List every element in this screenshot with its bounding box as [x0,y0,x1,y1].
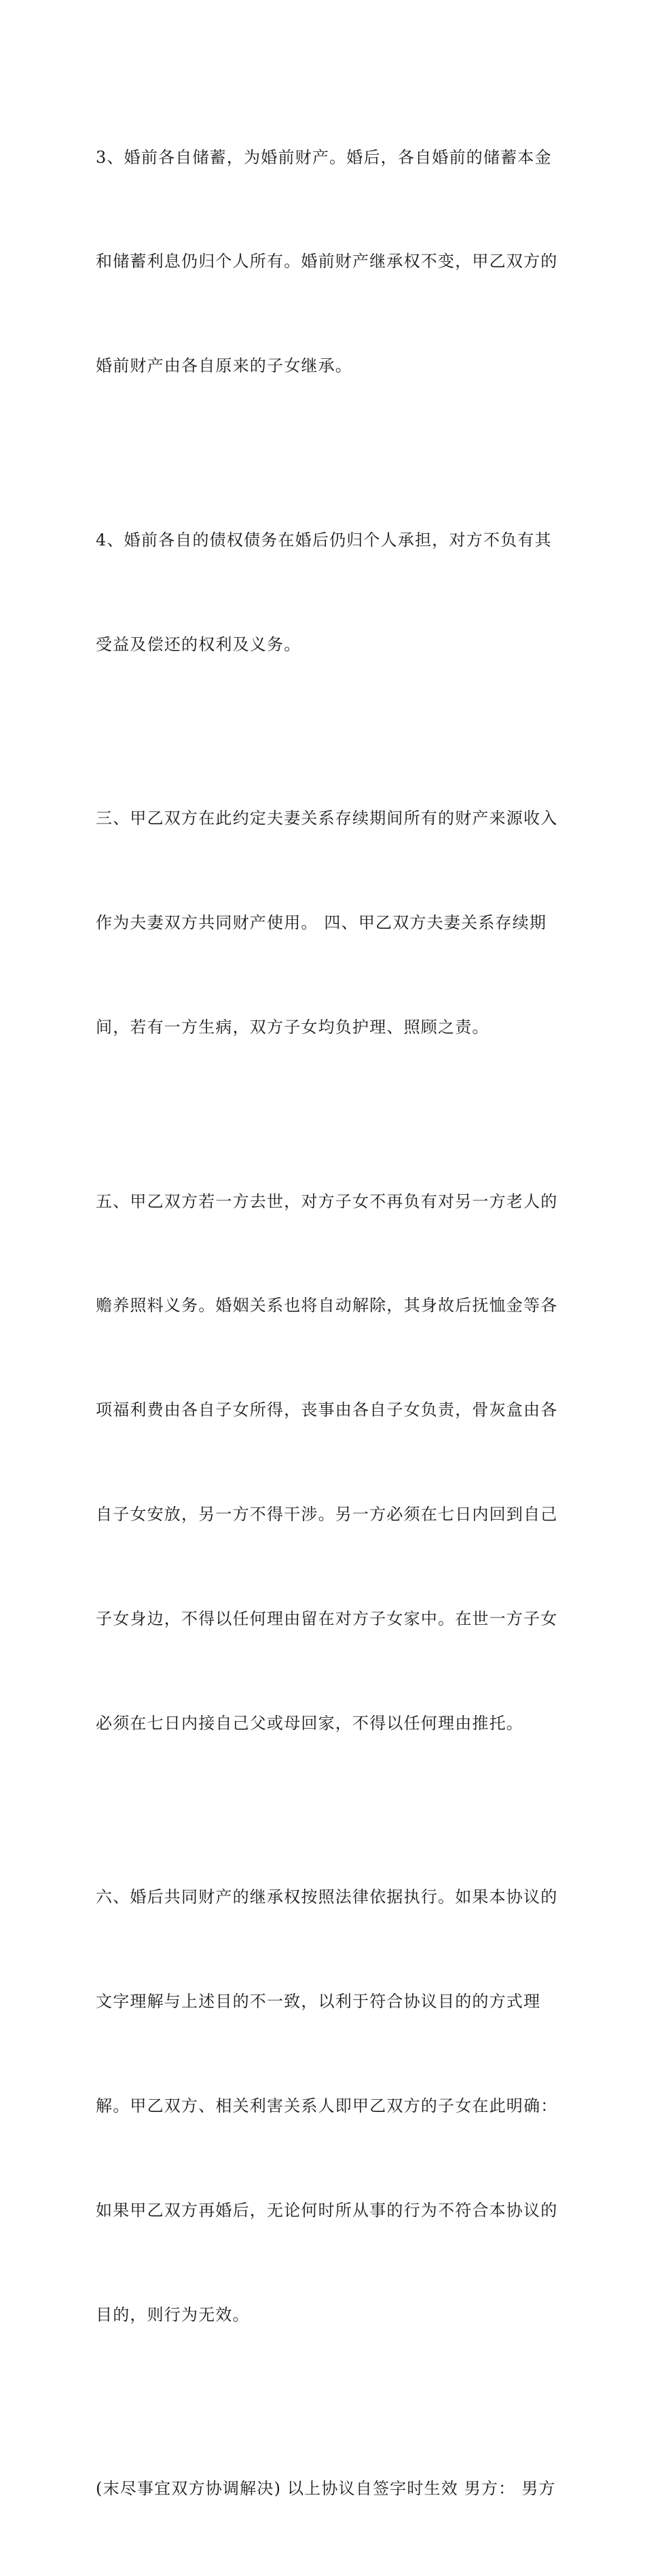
paragraph-section-6 [96,1811,557,2402]
text-line: 和储蓄利息仍归个人所有。婚前财产继承权不变，甲乙双方的 [96,252,558,271]
text-line: 三、甲乙双方在此约定夫妻关系存续期间所有的财产来源收入 [96,809,558,828]
text-line: 作为夫妻双方共同财产使用。 四、甲乙双方夫妻关系存续期 [96,913,547,933]
text-line: 五、甲乙双方若一方去世，对方子女不再负有对另一方老人的 [96,1191,558,1211]
text-line: 目的，则行为无效。 [96,2305,250,2324]
text-line: 必须在七日内接自己父或母回家，不得以任何理由推托。 [96,1713,523,1733]
text-line: 受益及偿还的权利及义务。 [96,634,301,654]
text-line: (末尽事宜双方协调解决) 以上协议自签字时生效 男方： 男方 [96,2479,556,2499]
text-line: 项福利费由各自子女所得，丧事由各自子女负责，骨灰盒由各 [96,1400,558,1420]
text-line: 解。甲乙双方、相关利害关系人即甲乙双方的子女在此明确： [96,2096,558,2116]
paragraph-closing-signature [96,2402,557,2576]
paragraph-clause-4 [96,453,557,731]
text-line: 赡养照料义务。婚姻关系也将自动解除，其身故后抚恤金等各 [96,1296,558,1315]
text-line: 4、婚前各自的债权债务在婚后仍归个人承担，对方不负有其 [96,530,552,550]
document-body [96,71,557,2576]
text-line: 如果甲乙双方再婚后，无论何时所从事的行为不符合本协议的 [96,2201,558,2221]
text-line: 3、婚前各自储蓄，为婚前财产。婚后，各自婚前的储蓄本金 [96,147,552,167]
text-line: 子女身边，不得以任何理由留在对方子女家中。在世一方子女 [96,1609,558,1629]
paragraph-section-5 [96,1115,557,1811]
text-line: 六、婚后共同财产的继承权按照法律依据执行。如果本协议的 [96,1887,558,1907]
text-line: 间，若有一方生病，双方子女均负护理、照顾之责。 [96,1018,490,1037]
text-line: 文字理解与上述目的不一致，以利于符合协议目的的方式理 [96,1992,541,2012]
text-line: 婚前财产由各自原来的子女继承。 [96,356,352,376]
text-line: 自子女安放，另一方不得干涉。另一方必须在七日内回到自己 [96,1505,558,1524]
paragraph-section-3-4 [96,732,557,1115]
paragraph-clause-3 [96,71,557,453]
